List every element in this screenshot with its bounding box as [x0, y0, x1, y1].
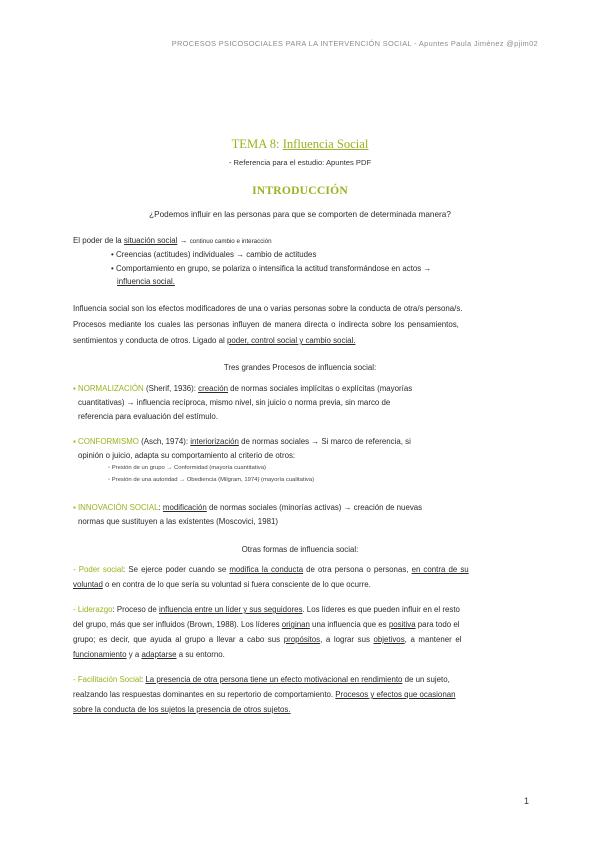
liderazgo-underlined-2: originan: [281, 620, 310, 629]
definition-line-3-underlined: poder, control social y cambio social.: [226, 336, 356, 345]
liderazgo-text-j: a su entorno.: [176, 650, 225, 659]
normalizacion-line-3: referencia para evaluación del estímulo.: [78, 412, 218, 421]
facilitacion-text-c: realzando las respuestas dominantes en su repertorio de comportamiento.: [73, 690, 336, 699]
facilitacion-line-2: [73, 690, 455, 700]
section-heading: INTRODUCCIÓN: [252, 184, 348, 197]
liderazgo-underlined-1: influencia entre un líder y sus seguidores: [158, 605, 303, 614]
liderazgo-line-2: [73, 620, 459, 630]
innovacion-rest: de normas sociales (minorías activas) → creación de nuevas: [206, 503, 423, 512]
liderazgo-text-d: una influencia que es: [309, 620, 389, 629]
intro-lead-arrow: →: [177, 236, 190, 245]
definition-line-3: [73, 336, 355, 346]
facilitacion-underlined-2: Procesos y efectos que ocasionan: [335, 690, 456, 699]
innovacion-line-2: normas que sustituyen a las existentes (Moscovici, 1981): [78, 517, 278, 526]
poder-underlined-3: voluntad: [73, 580, 103, 589]
normalizacion-rest: de normas sociales implícitas o explícitas (mayorías: [227, 384, 413, 393]
liderazgo-line-4: [73, 650, 225, 660]
innovacion-keyword: modificación: [162, 503, 207, 512]
liderazgo-line-3: [73, 635, 462, 645]
intro-lead: [73, 236, 272, 247]
facilitacion-label: - Facilitación Social: [73, 675, 141, 684]
poder-text-c: o en contra de lo que sería su voluntad si fuera consciente de lo que ocurre.: [102, 580, 371, 589]
innovacion-colon: :: [158, 503, 163, 512]
other-forms-heading: Otras formas de influencia social:: [241, 545, 359, 554]
facilitacion-line-3: sobre la conducta de los sujetos la presencia de otros sujetos.: [73, 705, 291, 714]
poder-underlined-2: en contra de su: [411, 565, 469, 574]
liderazgo-label: - Liderazgo: [73, 605, 113, 614]
three-processes-heading: Tres grandes Procesos de influencia social:: [223, 363, 377, 372]
running-header: PROCESOS PSICOSOCIALES PARA LA INTERVENCIÓN SOCIAL - Apuntes Paula Jiménez @pjim02: [171, 39, 538, 48]
poder-line-2: [73, 580, 371, 590]
intro-bullet-1: • Creencias (actitudes) individuales → cambio de actitudes: [111, 250, 317, 259]
liderazgo-text-i: y a: [126, 650, 142, 659]
reference-note: - Referencia para el estudio: Apuntes PDF: [228, 158, 372, 167]
facilitacion-text-b: de un sujeto,: [402, 675, 450, 684]
intro-question: ¿Podemos influir en las personas para que se comporten de determinada manera?: [149, 210, 451, 219]
facilitacion-line-1: [73, 675, 450, 685]
liderazgo-underlined-4: propósitos: [283, 635, 321, 644]
liderazgo-text-e: para todo el: [415, 620, 460, 629]
facilitacion-text-a: :: [140, 675, 146, 684]
conformismo-sub-2: ◦ Presión de una autoridad → Obediencia (Milgram, 1974) (mayoría cualitativa): [108, 477, 315, 483]
conformismo-line-2: opinión o juicio, adapta su comportamiento al criterio de otros:: [78, 451, 296, 460]
intro-bullet-2: • Comportamiento en grupo, se polariza o intensifica la actitud transformándose en actos →: [111, 264, 432, 273]
innovacion-item: [73, 503, 422, 513]
liderazgo-text-h: , a mantener el: [404, 635, 462, 644]
conformismo-cite: (Asch, 1974):: [138, 437, 191, 446]
normalizacion-cite: (Sherif, 1936):: [143, 384, 199, 393]
intro-lead-underlined: situación social: [123, 236, 178, 245]
intro-lead-text: El poder de la: [73, 236, 124, 245]
liderazgo-text-g: , a lograr sus: [320, 635, 374, 644]
conformismo-item: [73, 437, 411, 447]
poder-line-1: [73, 565, 469, 575]
intro-bullet-2-cont: influencia social.: [117, 277, 175, 286]
poder-label: - Poder social: [73, 565, 124, 574]
conformismo-sub-1: ◦ Presión de un grupo → Conformidad (mayoría cuantitativa): [108, 465, 266, 471]
conformismo-keyword: interiorización: [190, 437, 239, 446]
page-number: 1: [523, 796, 529, 806]
definition-line-2: Procesos mediante los cuales las personas influyen de manera directa o indirecta sobre los pensamientos,: [73, 320, 459, 329]
normalizacion-line-2: cuantitativas) → influencia recíproca, mismo nivel, sin juicio o norma previa, sin marco de: [78, 398, 391, 407]
title-main: Influencia Social: [282, 137, 369, 151]
conformismo-rest: de normas sociales → Si marco de referencia, si: [238, 437, 411, 446]
liderazgo-underlined-7: adaptarse: [141, 650, 177, 659]
liderazgo-text-b: . Los líderes es que pueden influir en el resto: [302, 605, 460, 614]
poder-underlined-1: modifica la conducta: [229, 565, 304, 574]
normalizacion-label: ▪ NORMALIZACIÓN: [73, 384, 144, 393]
normalizacion-keyword: creación: [198, 384, 228, 393]
poder-text-b: de otra persona o personas,: [303, 565, 412, 574]
liderazgo-underlined-6: funcionamiento: [73, 650, 127, 659]
innovacion-label: ▪ INNOVACIÓN SOCIAL: [73, 503, 159, 512]
page-title: [0, 137, 600, 152]
liderazgo-text-c: del grupo, más que ser influidos (Brown, 1988). Los líderes: [73, 620, 282, 629]
intro-lead-small: continuo cambio e interacción: [189, 238, 272, 245]
liderazgo-underlined-3: positiva: [388, 620, 416, 629]
definition-line-3-text: sentimientos y conducta de otros. Ligado al: [73, 336, 227, 345]
liderazgo-text-f: grupo; es decir, que ayuda al grupo a llevar a cabo sus: [73, 635, 284, 644]
normalizacion-item: [73, 384, 412, 394]
definition-line-1: Influencia social son los efectos modificadores de una o varias personas sobre la conducta de otra/s persona/s.: [73, 304, 463, 313]
liderazgo-text-a: : Proceso de: [112, 605, 159, 614]
conformismo-label: ▪ CONFORMISMO: [73, 437, 139, 446]
title-prefix: TEMA 8:: [231, 137, 283, 151]
poder-text-a: : Se ejerce poder cuando se: [123, 565, 230, 574]
liderazgo-line-1: [73, 605, 460, 615]
facilitacion-underlined-1: La presencia de otra persona tiene un efecto motivacional en rendimiento: [145, 675, 403, 684]
liderazgo-underlined-5: objetivos: [373, 635, 405, 644]
